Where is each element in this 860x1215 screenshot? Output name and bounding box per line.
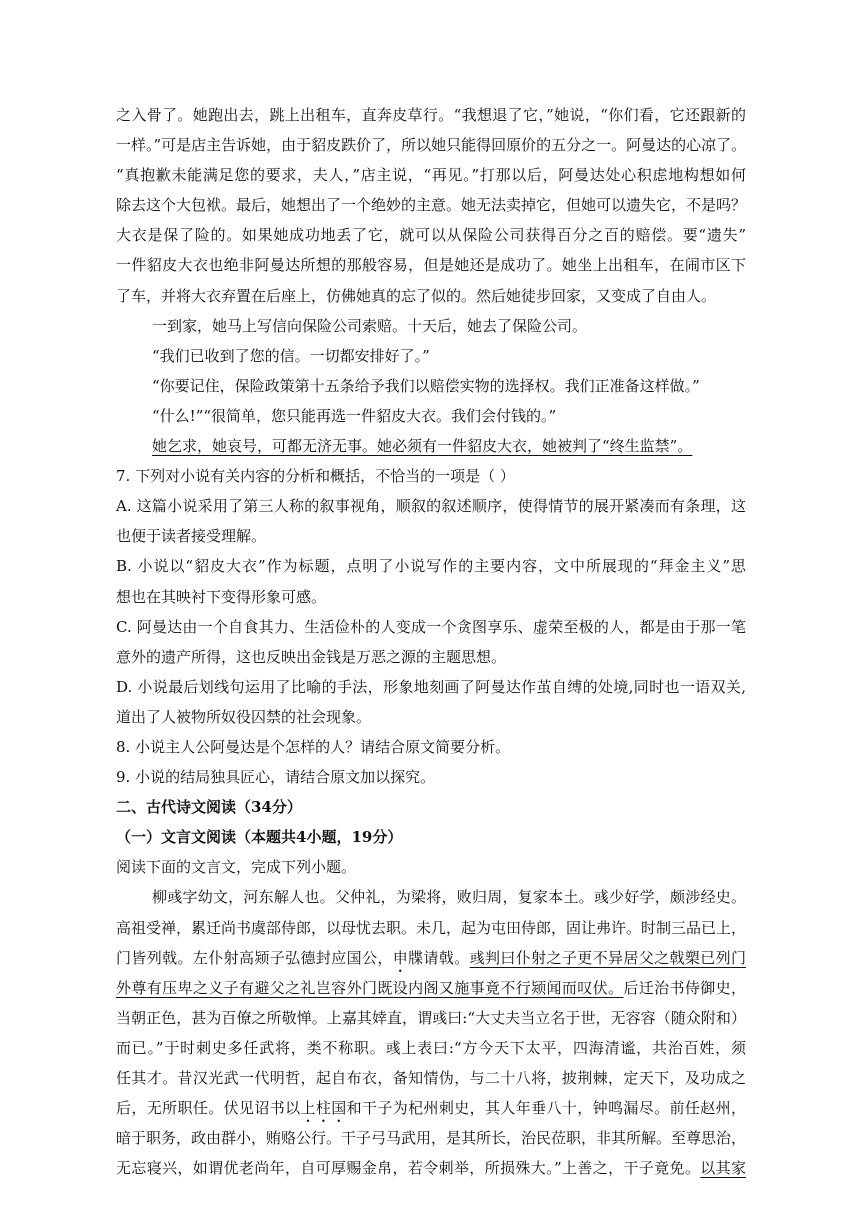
text-segment: “真抱歉未能满足您的要求，夫人，”店主说，“再见。”打那以后，阿曼达处心积虑地构想如何 xyxy=(116,166,746,185)
text-line xyxy=(116,943,746,973)
text-line xyxy=(116,521,746,551)
text-line xyxy=(116,250,746,280)
text-segment: 7. 下列对小说有关内容的分析和概括，不恰当的一项是（ ） xyxy=(116,467,515,486)
text-segment: B. 小说以“貂皮大衣”作为标题，点明了小说写作的主要内容，文中所展现的“拜金主义”思 xyxy=(116,557,746,576)
text-line xyxy=(116,371,746,401)
text-line xyxy=(116,913,746,943)
text-segment: 和干子为杞州刺史，其人年垂八十，钟鸣漏尽。前任赵州， xyxy=(346,1099,746,1118)
text-segment: 道出了人被物所奴役囚禁的社会现象。 xyxy=(116,707,372,726)
text-line xyxy=(116,672,746,702)
text-line xyxy=(116,220,746,250)
text-segment: 也便于读者接受理解。 xyxy=(116,527,267,546)
text-line xyxy=(116,702,746,732)
document-page xyxy=(116,100,746,1183)
text-line xyxy=(116,762,746,792)
text-segment: 后，无所职任。伏见诏书以 xyxy=(116,1099,301,1118)
text-line xyxy=(116,1123,746,1153)
text-line xyxy=(116,822,746,852)
text-segment: 无忘寝兴，如谓优老尚年，自可厚赐金帛，若令刺举，所损殊大。”上善之，干子竟免。 xyxy=(116,1159,701,1178)
text-segment: 彧判曰仆射之子更不异居父之戟槊已列门 xyxy=(469,948,746,967)
text-segment: 一到家，她马上写信向保险公司索赔。十天后，她去了保险公司。 xyxy=(152,316,588,335)
text-segment: 上柱国 xyxy=(300,1099,347,1118)
text-line xyxy=(116,882,746,912)
text-line xyxy=(116,642,746,672)
text-line xyxy=(116,311,746,341)
text-segment: 暗于职务，政由群小，贿赂公行。干子弓马武用，是其所长，治民莅职，非其所解。至尊思治， xyxy=(116,1129,747,1148)
text-segment: 意外的遗产所得，这也反映出金钱是万恶之源的主题思想。 xyxy=(116,647,507,666)
text-segment: 二、古代诗文阅读（34分） xyxy=(116,798,302,817)
text-line xyxy=(116,1033,746,1063)
text-segment: 申 xyxy=(392,948,409,967)
text-segment: 想也在其映衬下变得形象可感。 xyxy=(116,587,327,606)
text-segment: 高祖受禅，累迁尚书虞部侍郎，以母忧去职。未几，起为屯田侍郎，固让弗许。时制三品已上， xyxy=(116,918,747,937)
text-line xyxy=(116,1003,746,1033)
text-segment: “我们已收到了您的信。一切都安排好了。” xyxy=(152,346,430,365)
text-line xyxy=(116,160,746,190)
text-segment: 8. 小说主人公阿曼达是个怎样的人？请结合原文简要分析。 xyxy=(116,737,511,756)
text-line xyxy=(116,852,746,882)
text-line xyxy=(116,401,746,431)
text-segment: 她乞求，她哀号，可都无济无事。她必须有一件貂皮大衣，她被判了“终生监禁”。 xyxy=(152,437,693,456)
text-line xyxy=(116,973,746,1003)
text-line xyxy=(116,1153,746,1183)
text-line xyxy=(116,341,746,371)
text-line xyxy=(116,551,746,581)
text-segment: 任其才。昔汉光武一代明哲，起自布衣，备知情伪，与二十八将，披荆棘，定天下，及功成之 xyxy=(116,1069,746,1087)
text-segment: “什么!”“很简单，您只能再选一件貂皮大衣。我们会付钱的。” xyxy=(152,406,557,425)
text-segment: 牒请戟。 xyxy=(408,948,470,967)
text-segment: A. 这篇小说采用了第三人称的叙事视角，顺叙的叙述顺序，使得情节的展开紧凑而有条理，这 xyxy=(116,497,746,516)
text-line xyxy=(116,582,746,612)
text-line xyxy=(116,190,746,220)
text-segment: 一样。”可是店主告诉她，由于貂皮跌价了，所以她只能得回原价的五分之一。阿曼达的心凉了。 xyxy=(116,136,747,155)
text-segment: 了车，并将大衣弃置在后座上，仿佛她真的忘了似的。然后她徒步回家，又变成了自由人。 xyxy=(116,286,717,305)
text-line xyxy=(116,130,746,160)
text-segment: 外尊有压卑之义子有避父之礼岂容外门既设内阁又施事竟不行颎闻而叹伏。 xyxy=(116,978,624,997)
text-segment: 9. 小说的结局独具匠心，请结合原文加以探究。 xyxy=(116,768,436,787)
text-segment: 一件貂皮大衣也绝非阿曼达所想的那般容易，但是她还是成功了。她坐上出租车，在闹市区下 xyxy=(116,256,746,275)
text-segment: C. 阿曼达由一个自食其力、生活俭朴的人变成一个贪图享乐、虚荣至极的人，都是由于那一笔 xyxy=(116,617,746,636)
text-segment: 大衣是保了险的。如果她成功地丢了它，就可以从保险公司获得百分之百的赔偿。要“遗失” xyxy=(116,226,746,245)
text-segment: 当朝正色，甚为百僚之所敬惮。上嘉其婞直，谓彧曰:“大丈夫当立名于世，无容容（随众附和） xyxy=(116,1008,746,1027)
text-segment: “你要记住，保险政策第十五条给予我们以赔偿实物的选择权。我们正准备这样做。” xyxy=(152,376,700,395)
text-line xyxy=(116,100,746,130)
text-segment: 除去这个大包袱。最后，她想出了一个绝妙的主意。她无法卖掉它，但她可以遗失它，不是吗？ xyxy=(116,196,747,215)
text-segment: 之入骨了。她跑出去，跳上出租车，直奔皮草行。“我想退了它，”她说，“你们看，它还跟新的 xyxy=(116,106,746,124)
text-segment: 后迁治书侍御史， xyxy=(623,978,746,997)
text-line xyxy=(116,431,746,461)
text-line xyxy=(116,612,746,642)
text-line xyxy=(116,792,746,822)
text-segment: 阅读下面的文言文，完成下列小题。 xyxy=(116,858,357,877)
text-segment: 柳彧字幼文，河东解人也。父仲礼，为梁将，败归周，复家本土。彧少好学，颇涉经史。 xyxy=(152,888,746,907)
text-line xyxy=(116,281,746,311)
text-segment: 而已。”于时刺史多任武将，类不称职。彧上表曰:“方今天下太平，四海清谧，共治百姓，须 xyxy=(116,1038,746,1057)
text-line xyxy=(116,461,746,491)
text-line xyxy=(116,491,746,521)
text-line xyxy=(116,1063,746,1093)
text-segment: D. 小说最后划线句运用了比喻的手法，形象地刻画了阿曼达作茧自缚的处境,同时也一语双关, xyxy=(116,677,746,696)
text-line xyxy=(116,732,746,762)
text-segment: （一）文言文阅读（本题共4小题，19分） xyxy=(116,828,403,847)
text-segment: 门皆列戟。左仆射高颎子弘德封应国公， xyxy=(116,948,393,967)
text-line xyxy=(116,1093,746,1123)
text-segment: 以其家 xyxy=(700,1159,746,1178)
